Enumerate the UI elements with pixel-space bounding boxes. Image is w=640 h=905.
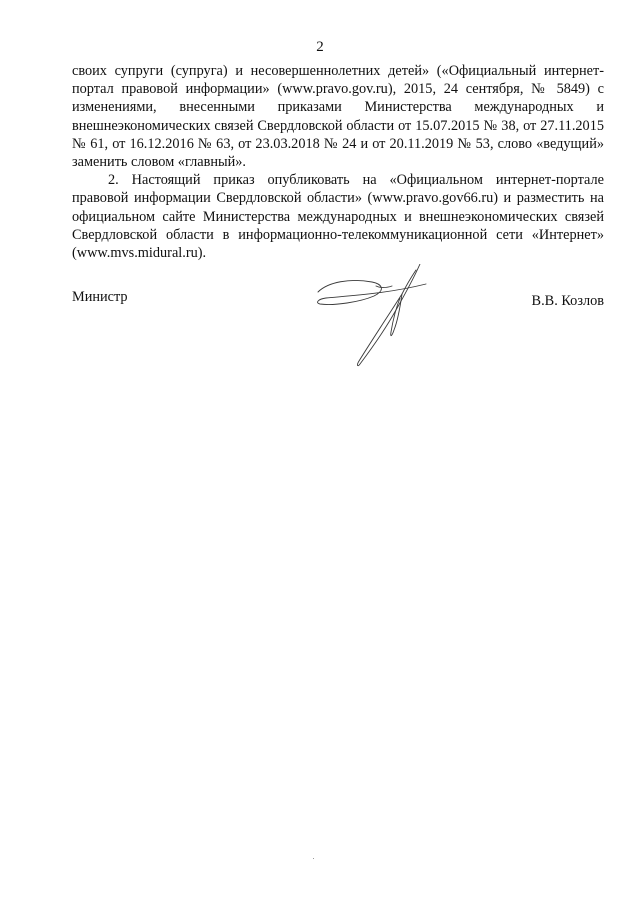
scan-dot xyxy=(313,858,314,859)
document-body xyxy=(72,62,604,262)
paragraph-item-2: 2. Настоящий приказ опубликовать на «Официальном интернет-портале правовой информации Свердловской области» (www.pravo.gov66.ru) и разместить на официальном сайте Министерства международных и внешнеэкономических связей Свердловской области в информационно-телекоммуникационной сети «Интернет» (www.mvs.midural.ru). xyxy=(72,172,604,262)
page-number: 2 xyxy=(316,39,324,55)
handwritten-signature-icon xyxy=(316,264,434,368)
signer-name: В.В. Козлов xyxy=(531,293,604,309)
signature-stroke xyxy=(376,286,392,288)
paragraph-continuation: своих супруги (супруга) и несовершеннолетних детей» («Официальный интернет-портал правовой информации» (www.pravo.gov.ru), 2015, 24 сентября, № 5849) с изменениями, внесенными приказами Министерства международных и внешнеэкономических связей Свердловской области от 15.07.2015 № 38, от 27.11.2015 № 61, от 16.12.2016 № 63, от 23.03.2018 № 24 и от 20.11.2019 № 53, слово «ведущий» заменить словом «главный». xyxy=(72,63,604,171)
signature-stroke xyxy=(391,294,402,336)
signature-stroke xyxy=(357,264,420,366)
signature-block xyxy=(72,288,604,368)
signer-position: Министр xyxy=(72,289,128,305)
